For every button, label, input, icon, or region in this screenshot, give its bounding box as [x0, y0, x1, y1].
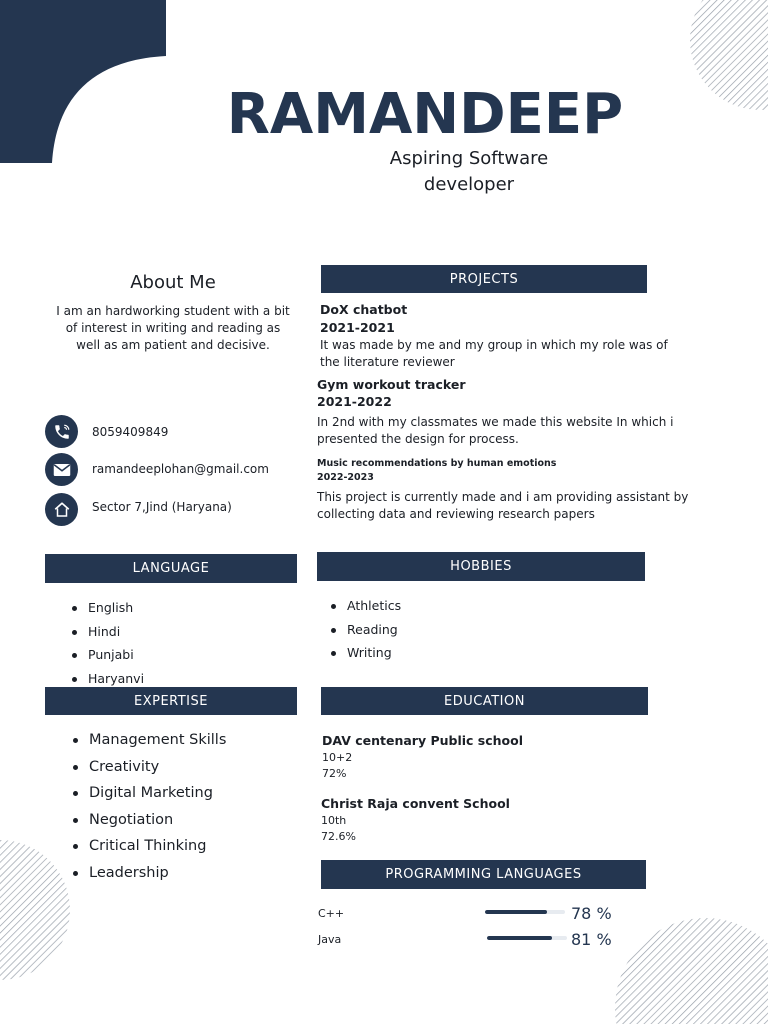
- project-name: Gym workout tracker: [317, 377, 466, 392]
- project-years: 2021-2021: [320, 320, 395, 335]
- education-level: 10th: [321, 814, 347, 827]
- list-item: Digital Marketing: [73, 780, 226, 807]
- hobbies-heading: HOBBIES: [317, 552, 645, 581]
- expertise-heading: EXPERTISE: [45, 687, 297, 715]
- email-address: ramandeeplohan@gmail.com: [92, 462, 269, 476]
- expertise-list: [73, 727, 226, 886]
- list-item: Creativity: [73, 754, 226, 781]
- school-name: DAV centenary Public school: [322, 733, 524, 748]
- phone-number: 8059409849: [92, 425, 169, 439]
- list-item: Reading: [331, 618, 401, 642]
- education-heading: EDUCATION: [321, 687, 648, 715]
- resume-name: RAMANDEEP: [226, 82, 624, 147]
- language-list: [72, 596, 144, 690]
- school-name: Christ Raja convent School: [321, 796, 510, 811]
- project-name: Music recommendations by human emotions: [317, 458, 557, 469]
- education-level: 10+2: [322, 751, 353, 764]
- project-name: DoX chatbot: [320, 302, 408, 317]
- programming-language-name: C++: [318, 907, 345, 920]
- project-years: 2021-2022: [317, 394, 392, 409]
- striped-circle-decoration: [0, 840, 70, 980]
- skill-percent: 81 %: [571, 930, 612, 949]
- about-heading: About Me: [130, 272, 216, 293]
- phone-icon: [45, 415, 78, 448]
- skill-progress-fill: [487, 936, 552, 940]
- projects-heading: PROJECTS: [321, 265, 647, 293]
- list-item: Haryanvi: [72, 667, 144, 691]
- skill-progress-bar: [485, 910, 565, 914]
- language-heading: LANGUAGE: [45, 554, 297, 583]
- list-item: Punjabi: [72, 643, 144, 667]
- skill-percent: 78 %: [571, 904, 612, 923]
- address: Sector 7,Jind (Haryana): [92, 500, 232, 514]
- project-description: In 2nd with my classmates we made this website In which i presented the design for process.: [317, 415, 674, 446]
- list-item: English: [72, 596, 144, 620]
- job-title: [368, 146, 570, 198]
- skill-progress-fill: [485, 910, 547, 914]
- job-title-line: Aspiring Software: [389, 148, 549, 169]
- about-text: I am an hardworking student with a bit of interest in writing and reading as well as am patient and decisive.: [56, 304, 290, 352]
- list-item: Leadership: [73, 860, 226, 887]
- education-score: 72%: [322, 767, 347, 780]
- project-years: 2022-2023: [317, 472, 374, 483]
- hobbies-list: [331, 594, 401, 665]
- skill-progress-bar: [487, 936, 567, 940]
- project-description: It was made by me and my group in which my role was of the literature reviewer: [320, 338, 668, 369]
- list-item: Hindi: [72, 620, 144, 644]
- project-description: This project is currently made and i am providing assistant by collecting data and reviewing research papers: [317, 490, 689, 521]
- job-title-line: developer: [423, 174, 515, 195]
- striped-circle-decoration: [615, 918, 768, 1024]
- programming-language-name: Java: [318, 933, 342, 946]
- mail-icon: [45, 453, 78, 486]
- list-item: Writing: [331, 641, 401, 665]
- list-item: Critical Thinking: [73, 833, 226, 860]
- list-item: Negotiation: [73, 807, 226, 834]
- list-item: Management Skills: [73, 727, 226, 754]
- programming-heading: PROGRAMMING LANGUAGES: [321, 860, 646, 889]
- list-item: Athletics: [331, 594, 401, 618]
- home-icon: [45, 493, 78, 526]
- education-score: 72.6%: [321, 830, 356, 843]
